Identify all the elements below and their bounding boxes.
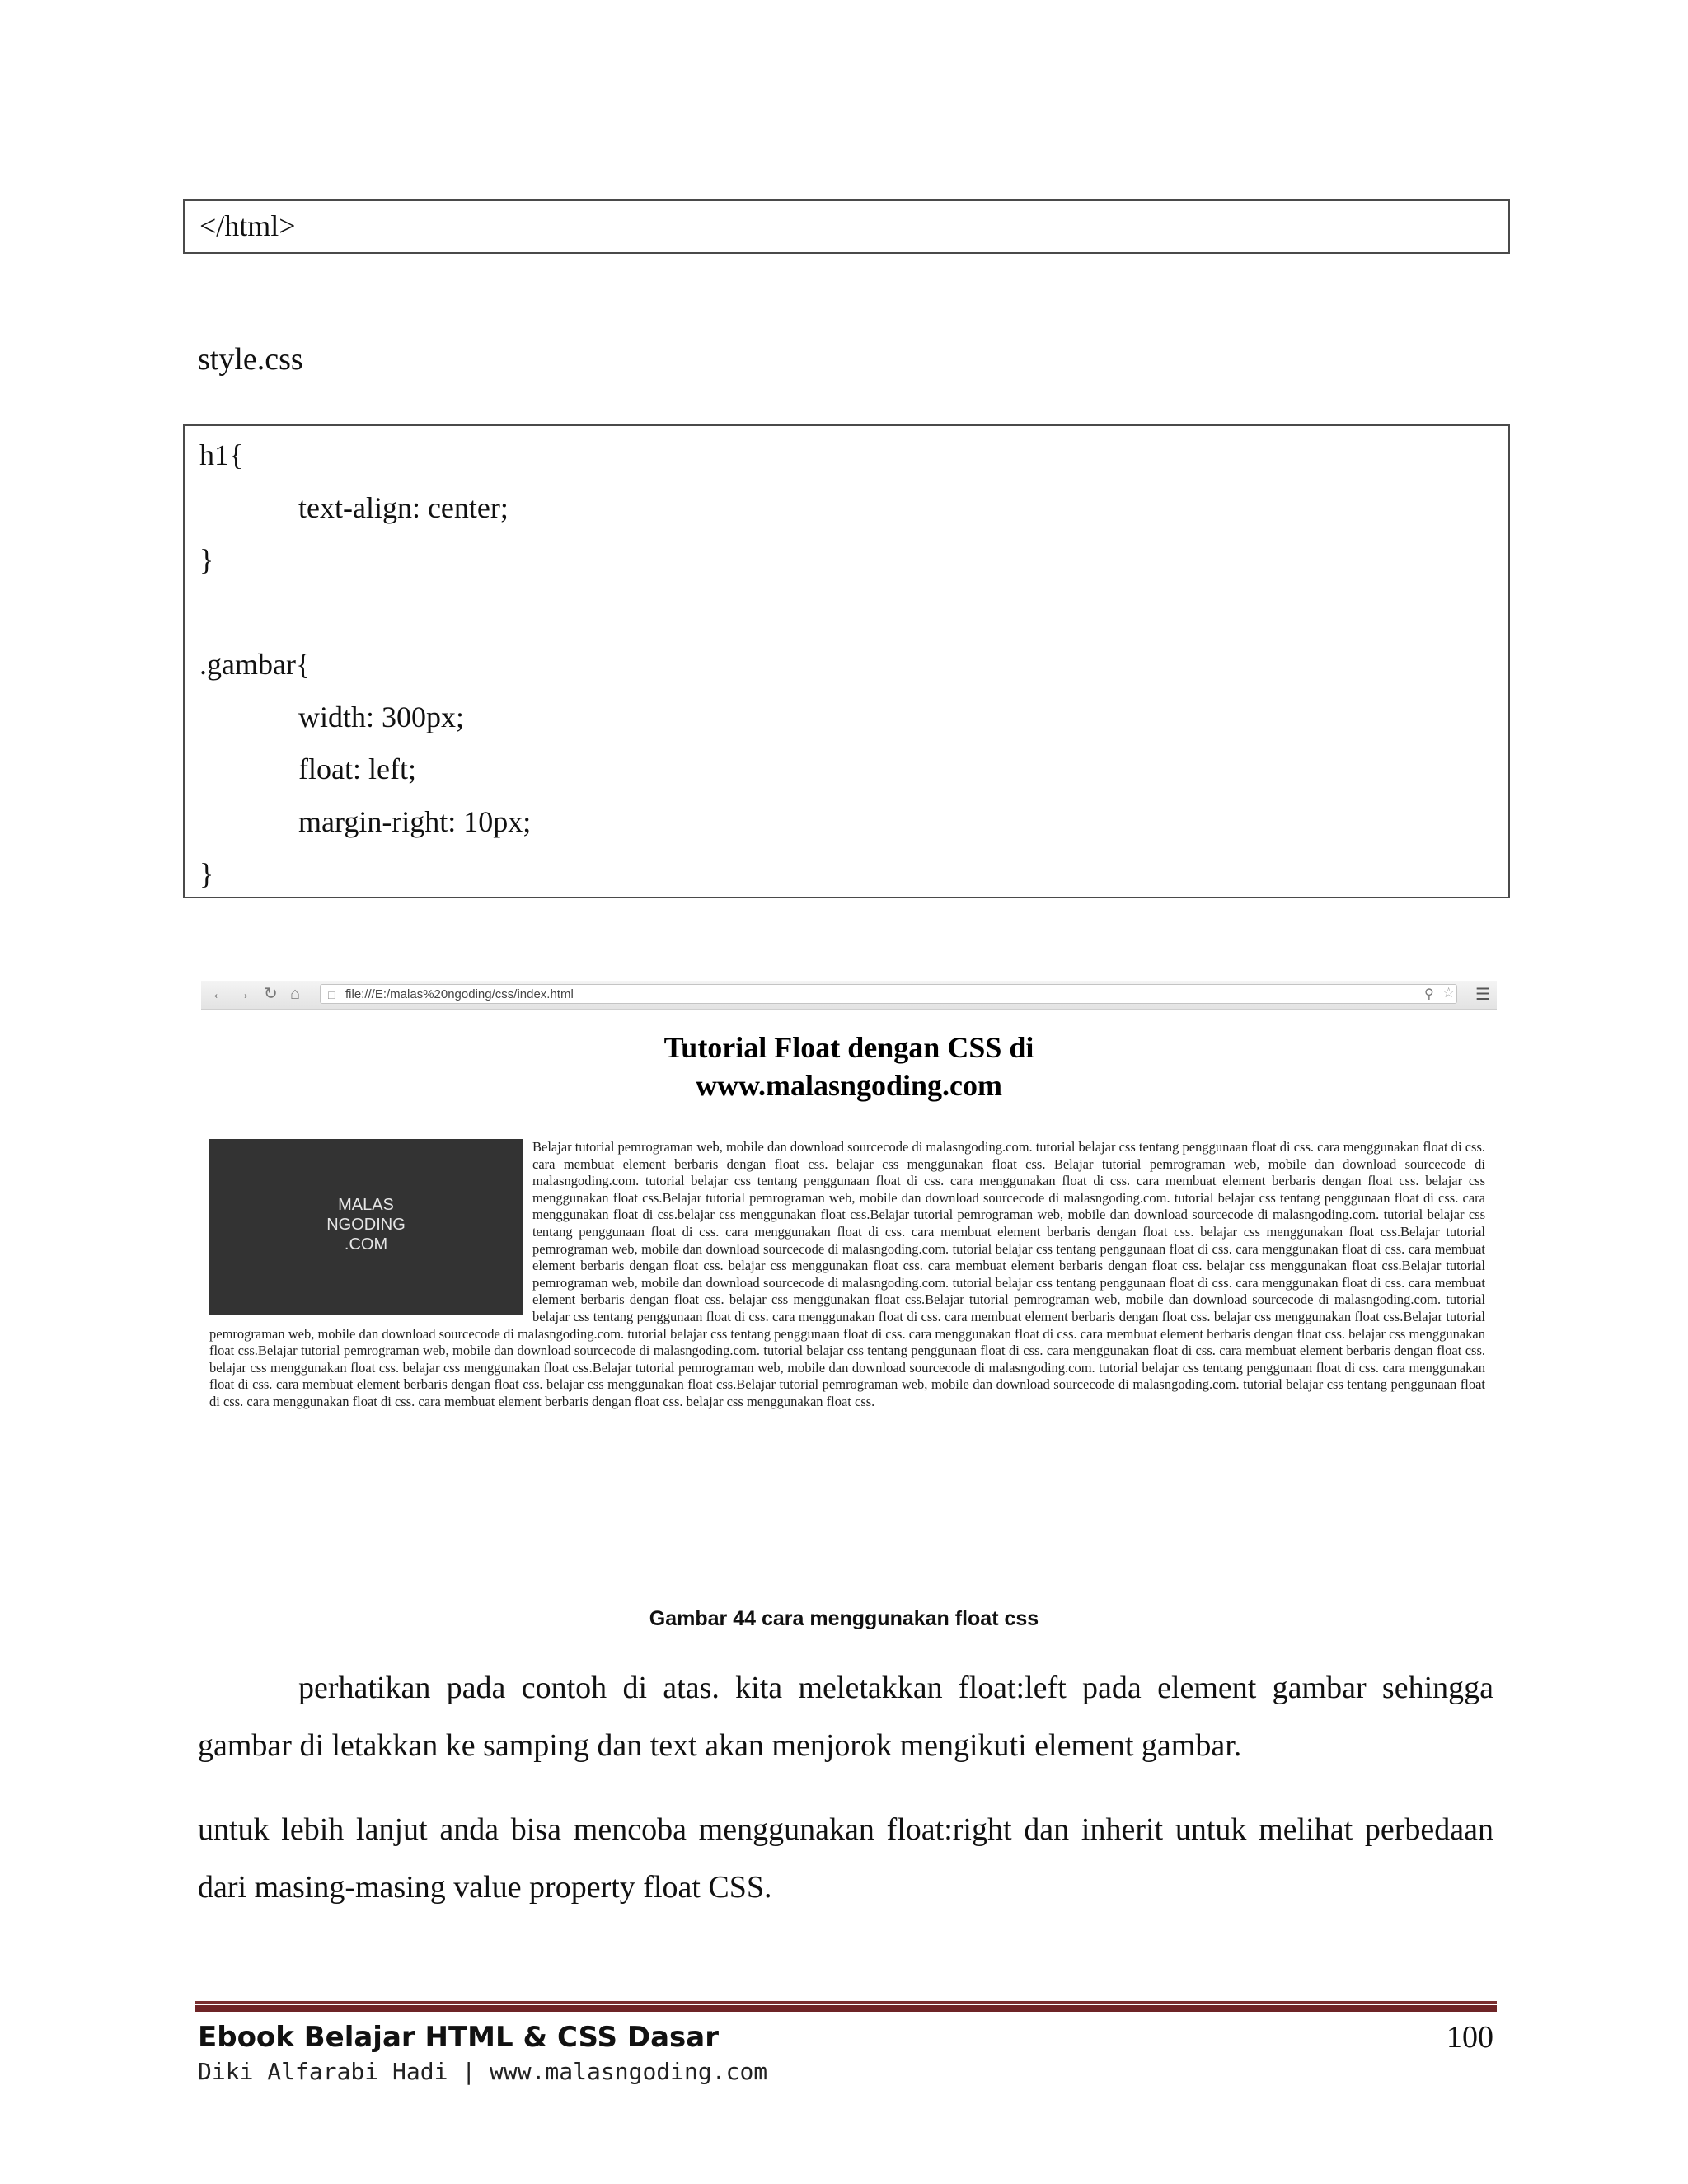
code-line: width: 300px; [298,700,465,733]
body-paragraph: untuk lebih lanjut anda bisa mencoba menggunakan float:right dan inherit untuk melihat perbedaan dari masing-masing value property float CSS. [198,1812,1493,1905]
code-line: margin-right: 10px; [298,804,532,838]
reload-icon[interactable]: ↻ [264,985,278,1003]
address-bar[interactable]: file:///E:/malas%20ngoding/css/index.html [320,984,1457,1004]
page-number: 100 [1447,2020,1493,2055]
code-line: float: left; [298,752,416,785]
code-line: .gambar{ [199,648,311,681]
code-box-html-end [183,199,1510,254]
bookmark-star-icon[interactable]: ☆ [1442,985,1456,1001]
menu-icon[interactable]: ☰ [1475,986,1490,1004]
logo-text: MALAS NGODING .COM [326,1196,406,1254]
footer-book-title: Ebook Belajar HTML & CSS Dasar [198,2021,719,2054]
footer-author: Diki Alfarabi Hadi | www.malasngoding.com [198,2058,768,2085]
figure-caption: Gambar 44 cara menggunakan float css [649,1607,1039,1630]
back-arrow-icon[interactable]: ← [211,985,227,1003]
code-line: text-align: center; [298,490,509,524]
screenshot-content [209,1139,1485,1411]
screenshot-page-title [201,1029,1497,1104]
body-paragraph: perhatikan pada contoh di atas. kita meletakkan float:left pada element gambar sehingga gambar di letakkan ke samping dan text akan menjorok mengikuti element gambar. [198,1671,1493,1763]
screenshot-body-text: Belajar tutorial pemrograman web, mobile dan download sourcecode di malasngoding.com. tutorial belajar css tentang penggunaan float di css. cara menggunakan float di css. cara membuat element berbaris dengan float css. belajar css menggunakan float css. Belajar tutorial pemrograman web, mobile dan download sourcecode di malasngoding.com. tutorial belajar css tentang penggunaan float di css. cara menggunakan float di css. cara membuat element berbaris dengan float css. belajar css menggunakan float css.Belajar tutorial pemrograman web, mobile dan download sourcecode di malasngoding.com. tutorial belajar css tentang penggunaan float di css. cara menggunakan float di css.belajar css menggunakan float css.Belajar tutorial pemrograman web, mobile dan download sourcecode di malasngoding.com. tutorial belajar css tentang penggunaan float di css. cara menggunakan float di css. cara membuat element berbaris dengan float css. belajar css menggunakan float css.Belajar tutorial pemrograman web, mobile dan download sourcecode di malasngoding.com. tutorial belajar css tentang penggunaan float di css. cara menggunakan float di css. cara membuat element berbaris dengan float css. belajar css menggunakan float css. cara membuat element berbaris dengan float css. belajar css menggunakan float css.Belajar tutorial pemrograman web, mobile dan download sourcecode di malasngoding.com. tutorial belajar css tentang penggunaan float di css. cara menggunakan float di css. cara membuat element berbaris dengan float css. belajar css menggunakan float css.Belajar tutorial pemrograman web, mobile dan download sourcecode di malasngoding.com. tutorial belajar css tentang penggunaan float di css. cara menggunakan float di css. cara membuat element berbaris dengan float css. belajar css menggunakan float css.Belajar tutorial pemrograman web, mobile dan download sourcecode di malasngoding.com. tutorial belajar css tentang penggunaan float di css. cara menggunakan float di css. cara membuat element berbaris dengan float css. belajar css menggunakan float css.Belajar tutorial pemrograman web, mobile dan download sourcecode di malasngoding.com. tutorial belajar css tentang penggunaan float di css. cara menggunakan float di css. cara membuat element berbaris dengan float css. belajar css menggunakan float css. belajar css menggunakan float css.Belajar tutorial pemrograman web, mobile dan download sourcecode di malasngoding.com. tutorial belajar css tentang penggunaan float di css. cara menggunakan float di css. cara membuat element berbaris dengan float css. belajar css menggunakan float css.Belajar tutorial pemrograman web, mobile dan download sourcecode di malasngoding.com. tutorial belajar css tentang penggunaan float di css. cara menggunakan float di css. cara membuat element berbaris dengan float css. belajar css menggunakan float css. [209,1139,1486,1409]
browser-toolbar [201,981,1497,1010]
zoom-icon[interactable]: ⚲ [1424,987,1434,1001]
forward-arrow-icon[interactable]: → [234,985,251,1003]
code-line: h1{ [199,438,244,471]
code-line: </html> [199,209,296,242]
footer-divider [195,2005,1497,2012]
code-line: } [199,543,214,576]
home-icon[interactable]: ⌂ [290,985,301,1003]
page-icon: □ [328,988,335,1001]
code-box-css [183,424,1510,898]
filename-label: style.css [198,342,303,377]
code-line [199,587,1493,640]
browser-screenshot-figure [201,981,1497,1508]
title-line: www.malasngoding.com [695,1069,1003,1102]
code-line: } [199,857,214,890]
title-line: Tutorial Float dengan CSS di [663,1031,1034,1064]
floated-image [209,1139,523,1315]
footer-divider [195,2001,1497,2004]
